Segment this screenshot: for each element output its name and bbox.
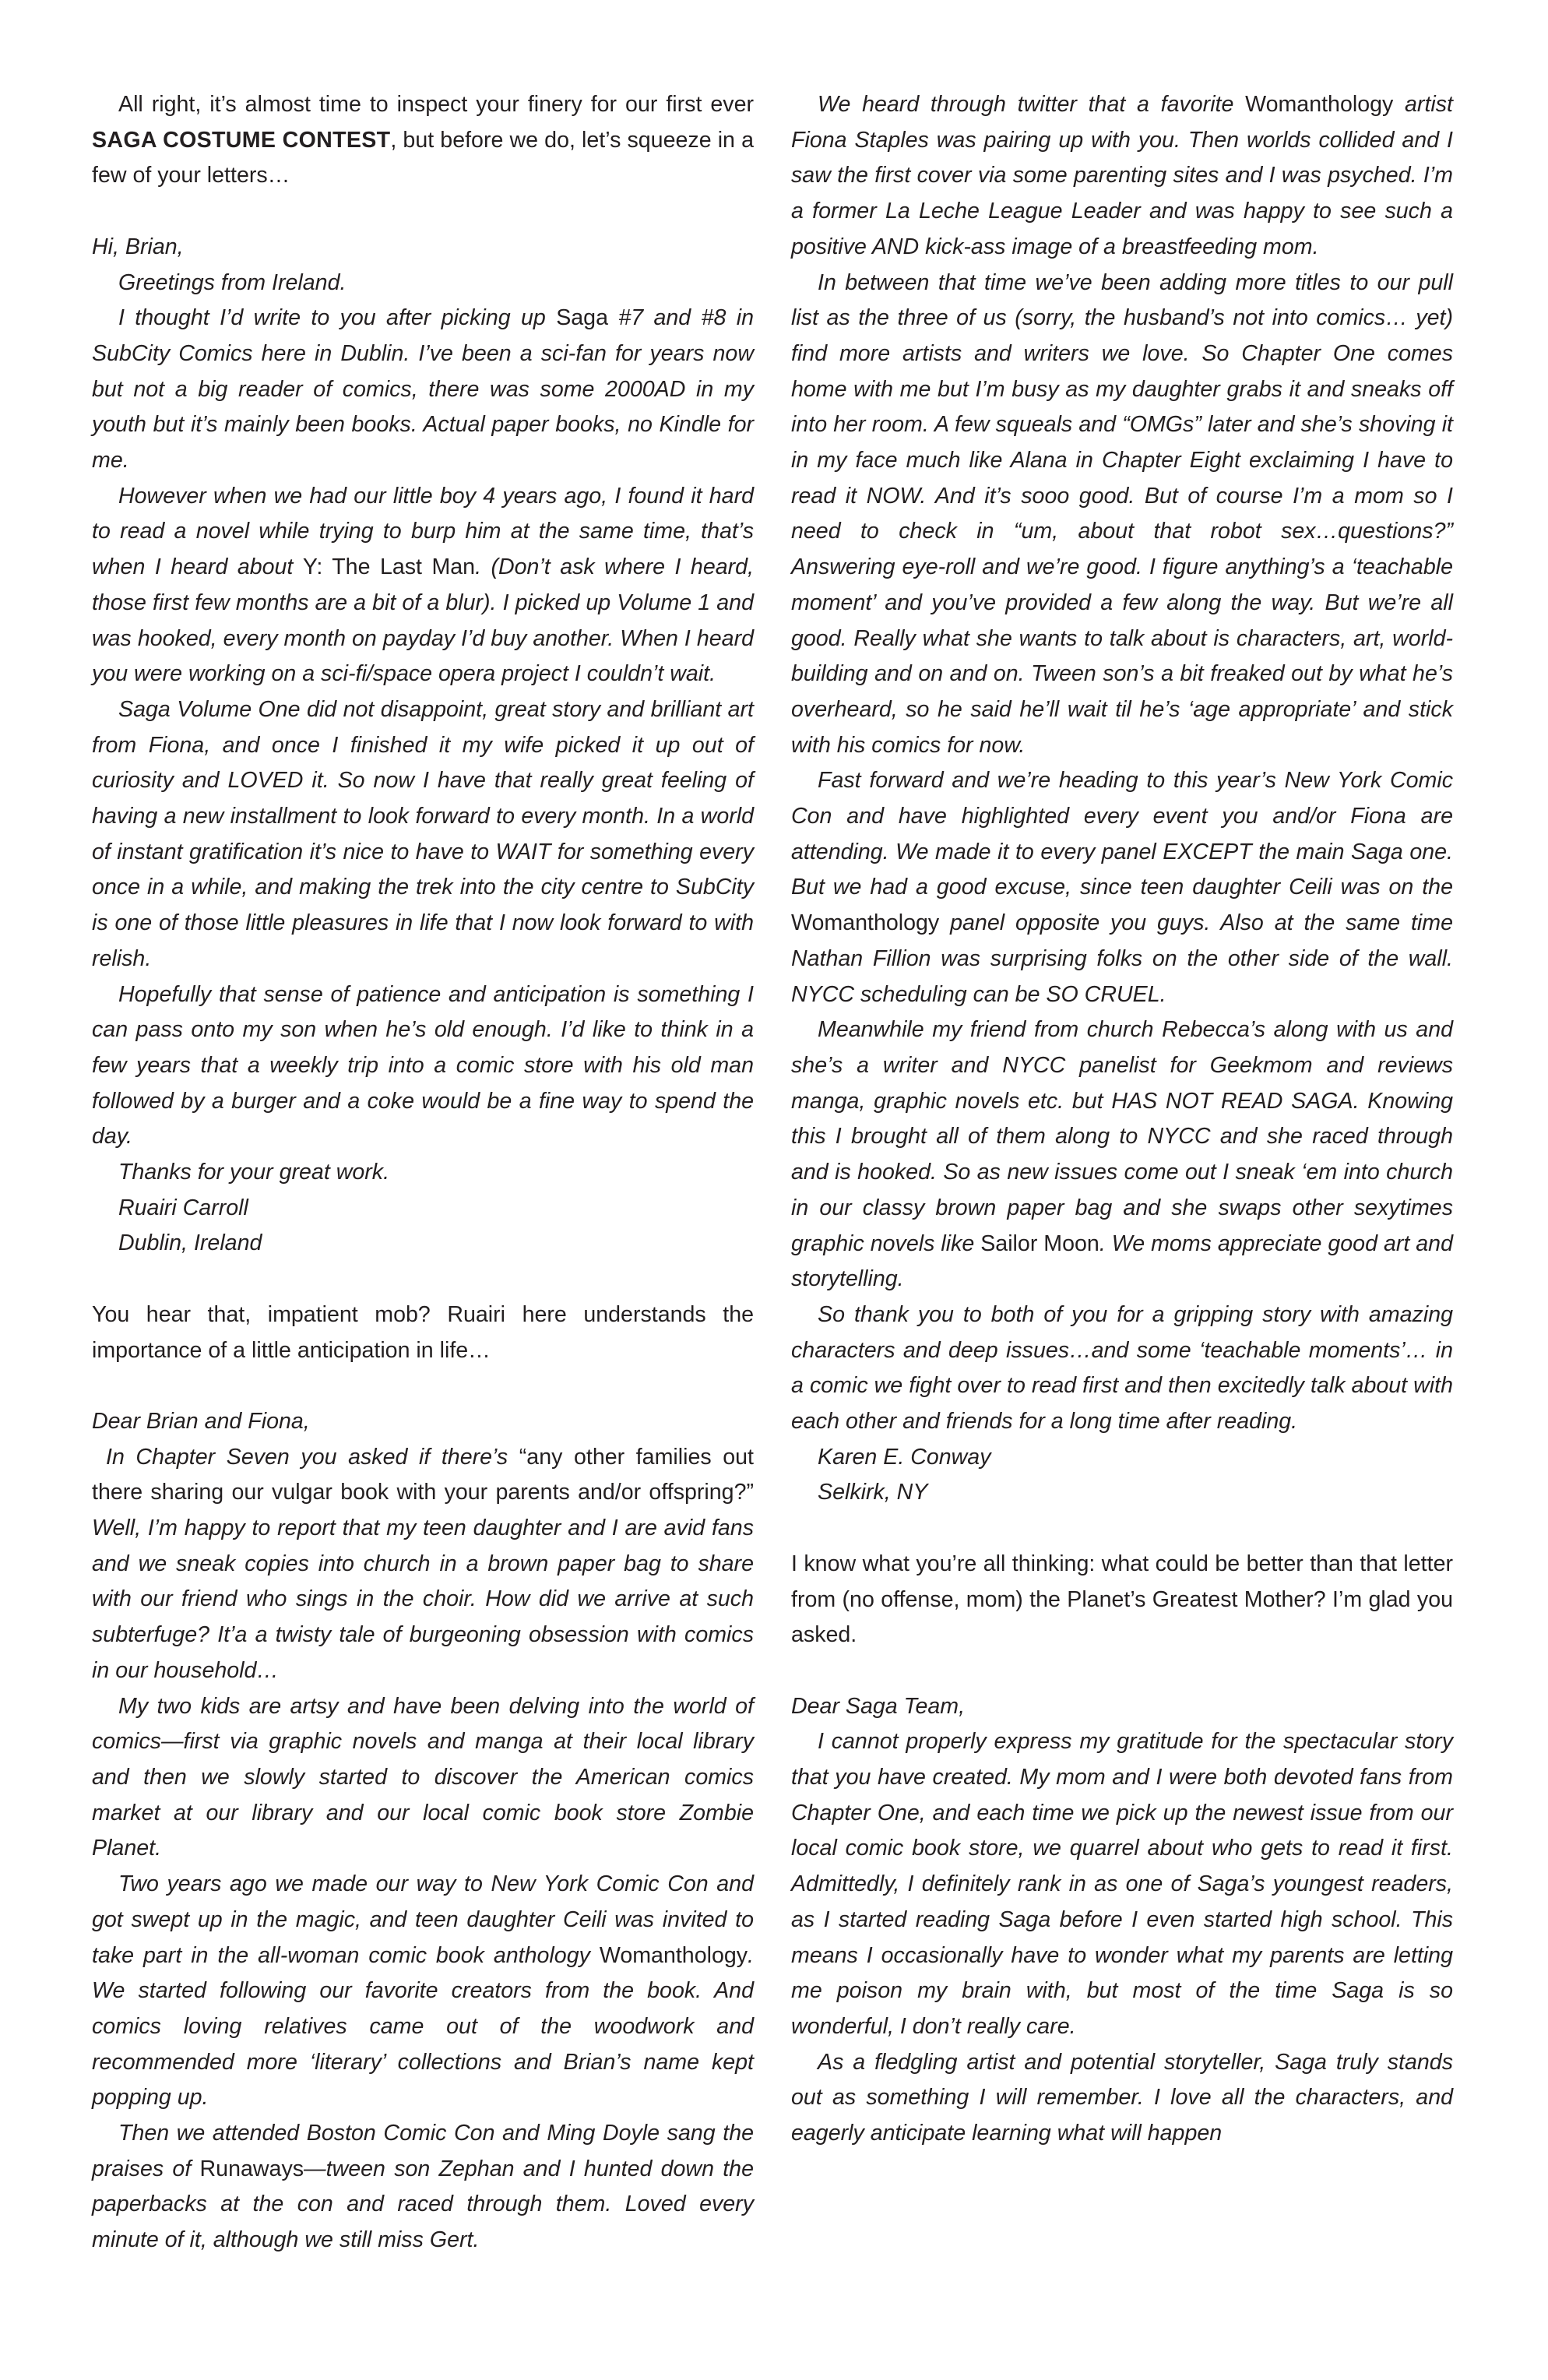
letter-karen-part2 bbox=[791, 87, 1453, 1511]
letter-paragraph: I thought I’d write to you after picking up Saga #7 and #8 in SubCity Comics here in Dublin. I’ve been a sci-fan for years now but not a big reader of comics, there was some 2000AD in my youth but it’s mainly been books. Actual paper books, no Kindle for me. bbox=[92, 305, 755, 474]
letter-karen-part1 bbox=[92, 1404, 754, 2259]
contest-name: SAGA COSTUME CONTEST bbox=[92, 127, 391, 153]
editor-reply bbox=[92, 1297, 754, 1368]
editor-reply bbox=[791, 1547, 1453, 1653]
letter-paragraph: Two years ago we made our way to New York Comic Con and got swept up in the magic, and teen daughter Ceili was invited to take part in the all-woman comic book anthology Womanthology. We started following our favorite creators from the book. And comics loving relatives came out of the woodwork and recommended more ‘literary’ collections and Brian’s name kept popping up. bbox=[92, 1871, 754, 2111]
letter-salutation: Dear Saga Team, bbox=[791, 1693, 966, 1719]
letter-saga-team bbox=[791, 1689, 1453, 2152]
letter-paragraph: However when we had our little boy 4 years ago, I found it hard to read a novel while trying to burp him at the same time, that’s when I heard about Y: The Last Man. (Don’t ask where I heard, those first few months are a bit of a blur). I picked up Volume 1 and was hooked, every month on payday I’d buy another. When I heard you were working on a sci-fi/space opera project I couldn’t wait. bbox=[92, 483, 754, 687]
letter-greeting: Greetings from Ireland. bbox=[118, 269, 347, 295]
signoff-location: Selkirk, NY bbox=[818, 1480, 928, 1505]
reply-paragraph: You hear that, impatient mob? Ruairi here understands the importance of a little anticipation in life… bbox=[92, 1301, 754, 1363]
letter-signoff bbox=[92, 1155, 754, 1262]
letter-paragraph: In between that time we’ve been adding more titles to our pull list as the three of us (sorry, the husband’s not into comics… yet) find more artists and writers we love. So Chapter One comes home with me but I’m busy as my daughter grabs it and sneaks off into her room. A few squeals and “OMGs” later and she’s shoving it in my face much like Alana in Chapter Eight exclaiming I have to read it NOW. And it’s sooo good. But of course I’m a mom so I need to check in “um, about that robot sex…questions?” Answering eye-roll and we’re good. I figure anything’s a ‘teachable moment’ and you’ve provided a few along the way. But we’re all good. Really what she wants to talk about is characters, art, world-building and on and on. Tween son’s a bit freaked out by what he’s overheard, so he said he’ll wait til he’s ‘age appropriate’ and stick with his comics for now. bbox=[791, 269, 1453, 758]
letter-salutation: Dear Brian and Fiona, bbox=[92, 1408, 310, 1434]
letter-paragraph: Meanwhile my friend from church Rebecca’s along with us and she’s a writer and NYCC panelist for Geekmom and reviews manga, graphic novels etc. but HAS NOT READ SAGA. Knowing this I brought all of them along to NYCC and she raced through and is hooked. So as new issues come out I sneak ‘em into church in our classy brown paper bag and she swaps other sexytimes graphic novels like Sailor Moon. We moms appreciate good art and storytelling. bbox=[791, 1017, 1453, 1292]
letter-paragraph: Hopefully that sense of patience and anticipation is something I can pass onto my son when he’s old enough. I’d like to think in a few years that a weekly trip into a comic store with his old man followed by a burger and a coke would be a fine way to spend the day. bbox=[92, 981, 754, 1150]
signoff-name: Karen E. Conway bbox=[818, 1444, 991, 1470]
letter-salutation: Hi, Brian, bbox=[92, 234, 184, 259]
reply-paragraph: I know what you’re all thinking: what could be better than that letter from (no offense, mom) the Planet’s Greatest Mother? I’m glad you asked. bbox=[791, 1551, 1453, 1648]
letter-paragraph: I cannot properly express my gratitude for the spectacular story that you have created. My mom and I were both devoted fans from Chapter One, and each time we pick up the newest issue from our local comic book store, we quarrel about who gets to read it first. Admittedly, I definitely rank in as one of Saga’s youngest readers, as I started reading Saga before I even started high school. This means I occasionally have to wonder what my parents are letting me poison my brain with, but most of the time Saga is so wonderful, I don’t really care. bbox=[791, 1729, 1453, 2039]
letter-paragraph: Saga Volume One did not disappoint, great story and brilliant art from Fiona, and once I finished it my wife picked it up out of curiosity and LOVED it. So now I have that really great feeling of having a new installment to look forward to every month. In a world of instant gratification it’s nice to have to WAIT for something every once in a while, and making the trek into the city centre to SubCity is one of those little pleasures in life that I now look forward to with relish. bbox=[92, 696, 754, 971]
left-column bbox=[92, 87, 754, 2259]
signoff-thanks: Thanks for your great work. bbox=[118, 1160, 390, 1185]
letter-paragraph: In Chapter Seven you asked if there’s “any other families out there sharing our vulgar book with your parents and/or offspring?” Well, I’m happy to report that my teen daughter and I are avid fans and we sneak copies into church in a brown paper bag to share with our friend who sings in the choir. How did we arrive at such subterfuge? It’a a twisty tale of burgeoning obsession with comics in our household… bbox=[92, 1444, 754, 1683]
letter-paragraph: So thank you to both of you for a gripping story with amazing characters and deep issues…and some ‘teachable moments’… in a comic we fight over to read first and then excitedly talk about with each other and friends for a long time after reading. bbox=[791, 1301, 1453, 1435]
right-column bbox=[791, 87, 1453, 2152]
editor-intro bbox=[92, 87, 754, 194]
letter-paragraph: Then we attended Boston Comic Con and Ming Doyle sang the praises of Runaways—tween son Zephan and I hunted down the paperbacks at the con and raced through them. Loved every minute of it, although we still miss Gert. bbox=[92, 2121, 754, 2253]
signoff-location: Dublin, Ireland bbox=[118, 1230, 262, 1256]
letter-paragraph: My two kids are artsy and have been delving into the world of comics—first via graphic novels and manga at their local library and then we slowly started to discover the American comics market at our library and our local comic book store Zombie Planet. bbox=[92, 1693, 754, 1861]
signoff-name: Ruairi Carroll bbox=[118, 1195, 248, 1220]
letter-paragraph: We heard through twitter that a favorite Womanthology artist Fiona Staples was pairing up with you. Then worlds collided and I saw the first cover via some parenting sites and I was psyched. I’m a former La Leche League Leader and was happy to see such a positive AND kick-ass image of a breastfeeding mom. bbox=[791, 92, 1453, 259]
intro-paragraph: All right, it’s almost time to inspect your finery for our first ever SAGA COSTUME CONTEST, but before we do, let’s squeeze in a few of your letters… bbox=[92, 92, 754, 188]
letter-paragraph: As a fledgling artist and potential storyteller, Saga truly stands out as something I will remember. I love all the characters, and eagerly anticipate learning what will happen bbox=[791, 2049, 1453, 2146]
letter-ruairi bbox=[92, 230, 754, 1262]
letter-paragraph: Fast forward and we’re heading to this year’s New York Comic Con and have highlighted every event you and/or Fiona are attending. We made it to every panel EXCEPT the main Saga one. But we had a good excuse, since teen daughter Ceili was on the Womanthology panel opposite you guys. Also at the same time Nathan Fillion was surprising folks on the other side of the wall. NYCC scheduling can be SO CRUEL. bbox=[791, 768, 1453, 1007]
letter-signoff bbox=[791, 1440, 1453, 1511]
